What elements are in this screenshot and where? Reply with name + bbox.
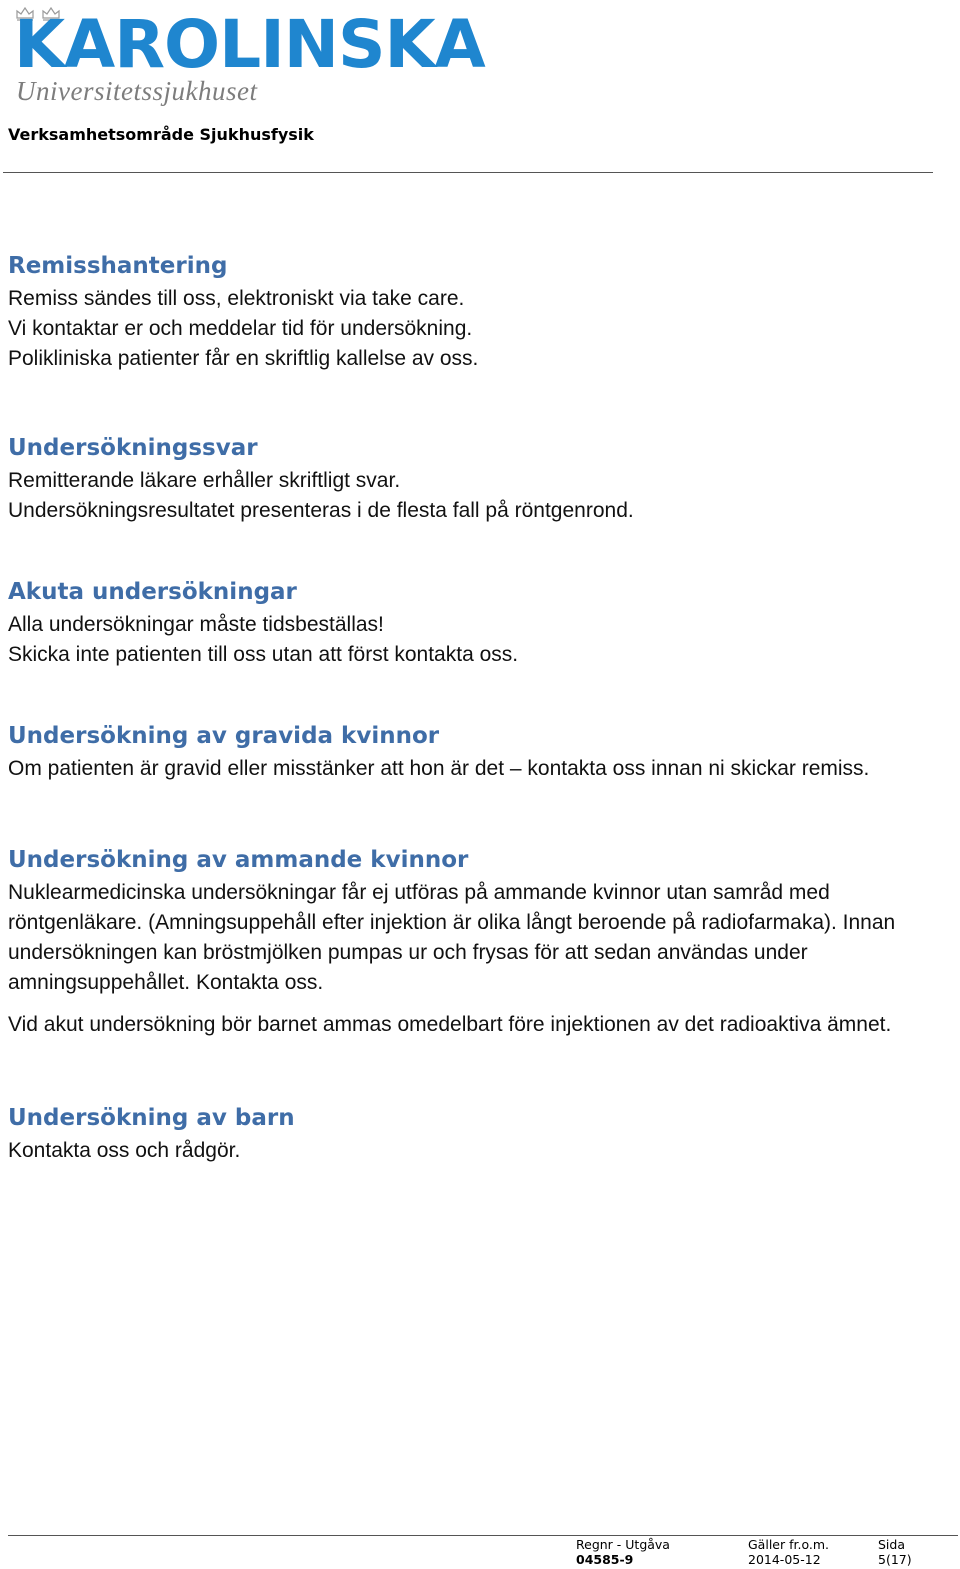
section-undersokningssvar xyxy=(8,430,938,526)
document-body xyxy=(8,248,938,1166)
section-paragraph: Vid akut undersökning bör barnet ammas omedelbart före injektionen av det radioaktiva ämnet. xyxy=(8,1013,892,1036)
section-line: Alla undersökningar måste tidsbeställas! xyxy=(8,613,384,636)
logo-subtitle: Universitetssjukhuset xyxy=(16,76,258,106)
footer-valid-value: 2014-05-12 xyxy=(748,1552,821,1567)
section-line: Remiss sändes till oss, elektroniskt via take care. xyxy=(8,287,465,310)
section-barn xyxy=(8,1100,938,1166)
section-line: Vi kontaktar er och meddelar tid för undersökning. xyxy=(8,317,473,340)
section-title: Undersökningssvar xyxy=(8,435,258,461)
footer-divider xyxy=(8,1535,958,1536)
header-divider xyxy=(3,172,933,173)
footer-regnr-label: Regnr - Utgåva xyxy=(576,1537,670,1552)
section-paragraph: Nuklearmedicinska undersökningar får ej utföras på ammande kvinnor utan samråd med röntgenläkare. (Amningsuppehåll efter injektion är olika långt beroende på radiofarmaka). Innan undersökningen kan bröstmjölken pumpas ur och frysas för att sedan användas under amningsuppehållet. Kontakta oss. xyxy=(8,881,896,994)
section-title: Undersökning av ammande kvinnor xyxy=(8,847,469,873)
footer-page-value: 5(17) xyxy=(878,1552,912,1567)
karolinska-logo xyxy=(12,0,485,110)
section-line: Remitterande läkare erhåller skriftligt svar. xyxy=(8,469,401,492)
section-title: Undersökning av gravida kvinnor xyxy=(8,723,440,749)
section-remisshantering xyxy=(8,248,938,374)
footer-valid-label: Gäller fr.o.m. xyxy=(748,1537,830,1552)
footer-valid-from xyxy=(748,1537,829,1567)
section-akuta-undersokningar xyxy=(8,574,938,670)
footer-page-label: Sida xyxy=(878,1537,906,1552)
section-ammande-kvinnor xyxy=(8,842,938,1040)
section-gravida-kvinnor xyxy=(8,718,938,784)
section-title: Undersökning av barn xyxy=(8,1105,295,1131)
footer-regnr xyxy=(576,1537,670,1567)
logo-name: KAROLINSKA xyxy=(14,6,485,83)
section-line: Om patienten är gravid eller misstänker att hon är det – kontakta oss innan ni skickar remiss. xyxy=(8,757,870,780)
section-title: Akuta undersökningar xyxy=(8,579,297,605)
footer-regnr-value: 04585-9 xyxy=(576,1552,634,1567)
section-line: Skicka inte patienten till oss utan att först kontakta oss. xyxy=(8,643,519,666)
section-line: Undersökningsresultatet presenteras i de flesta fall på röntgenrond. xyxy=(8,499,634,522)
department-name: Verksamhetsområde Sjukhusfysik xyxy=(8,125,314,144)
section-title: Remisshantering xyxy=(8,253,228,279)
footer-page xyxy=(878,1537,912,1567)
section-line: Kontakta oss och rådgör. xyxy=(8,1139,241,1162)
section-line: Polikliniska patienter får en skriftlig kallelse av oss. xyxy=(8,347,479,370)
